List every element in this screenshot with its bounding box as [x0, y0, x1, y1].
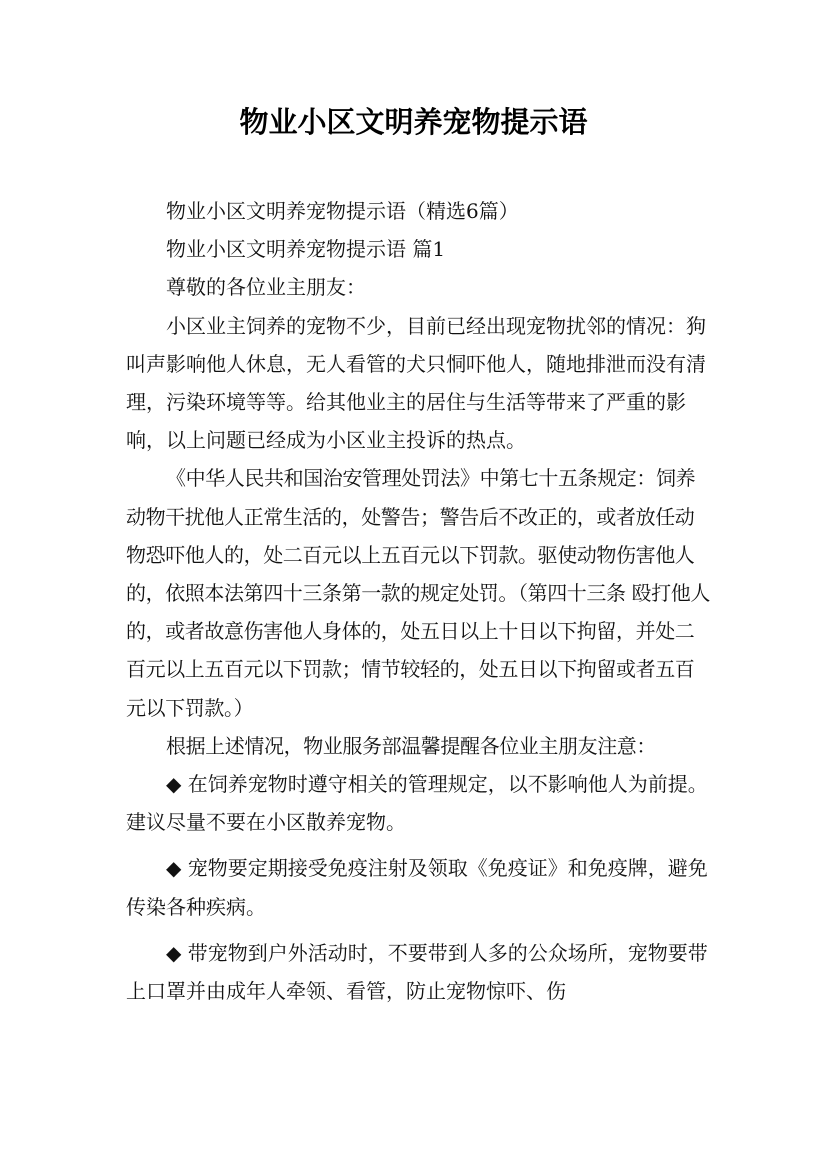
bullet-item-vaccination: ◆ 宠物要定期接受免疫注射及领取《免疫证》和免疫牌，避免传染各种疾病。: [126, 856, 708, 919]
document-body: [126, 192, 710, 1010]
bullet-item-outdoor: ◆ 带宠物到户外活动时，不要带到人多的公众场所，宠物要带上口罩并由成年人牵领、看管，防止宠物惊吓、伤: [126, 940, 708, 1004]
paragraph-section-heading: 物业小区文明养宠物提示语 篇1: [166, 237, 446, 262]
spacer: [126, 841, 710, 849]
bullet-item-rules: ◆ 在饲养宠物时遵守相关的管理规定，以不影响他人为前提。建议尽量不要在小区散养宠物。: [126, 772, 708, 835]
paragraph-situation: 小区业主饲养的宠物不少，目前已经出现宠物扰邻的情况：狗叫声影响他人休息，无人看管的犬只恫吓他人，随地排泄而没有清理，污染环境等等。给其他业主的居住与生活等带来了严重的影响，以上问题已经成为小区业主投诉的热点。: [126, 313, 706, 453]
paragraph-subtitle: 物业小区文明养宠物提示语（精选6篇）: [166, 199, 519, 223]
paragraph-law: 《中华人民共和国治安管理处罚法》中第七十五条规定：饲养动物干扰他人正常生活的，处警告；警告后不改正的，或者放任动物恐吓他人的，处二百元以上五百元以下罚款。驱使动物伤害他人的，依照本法第四十三条第一款的规定处罚。（第四十三条 殴打他人的，或者故意伤害他人身体的，处五日以上十日以下拘留，并处二百元以上五百元以下罚款；情节较轻的，处五日以下拘留或者五百元以下罚款。）: [126, 466, 710, 720]
spacer: [126, 926, 710, 934]
paragraph-reminder-intro: 根据上述情况，物业服务部温馨提醒各位业主朋友注意：: [166, 733, 656, 758]
document-title: 物业小区文明养宠物提示语: [239, 105, 588, 139]
paragraph-salutation: 尊敬的各位业主朋友：: [166, 275, 366, 300]
